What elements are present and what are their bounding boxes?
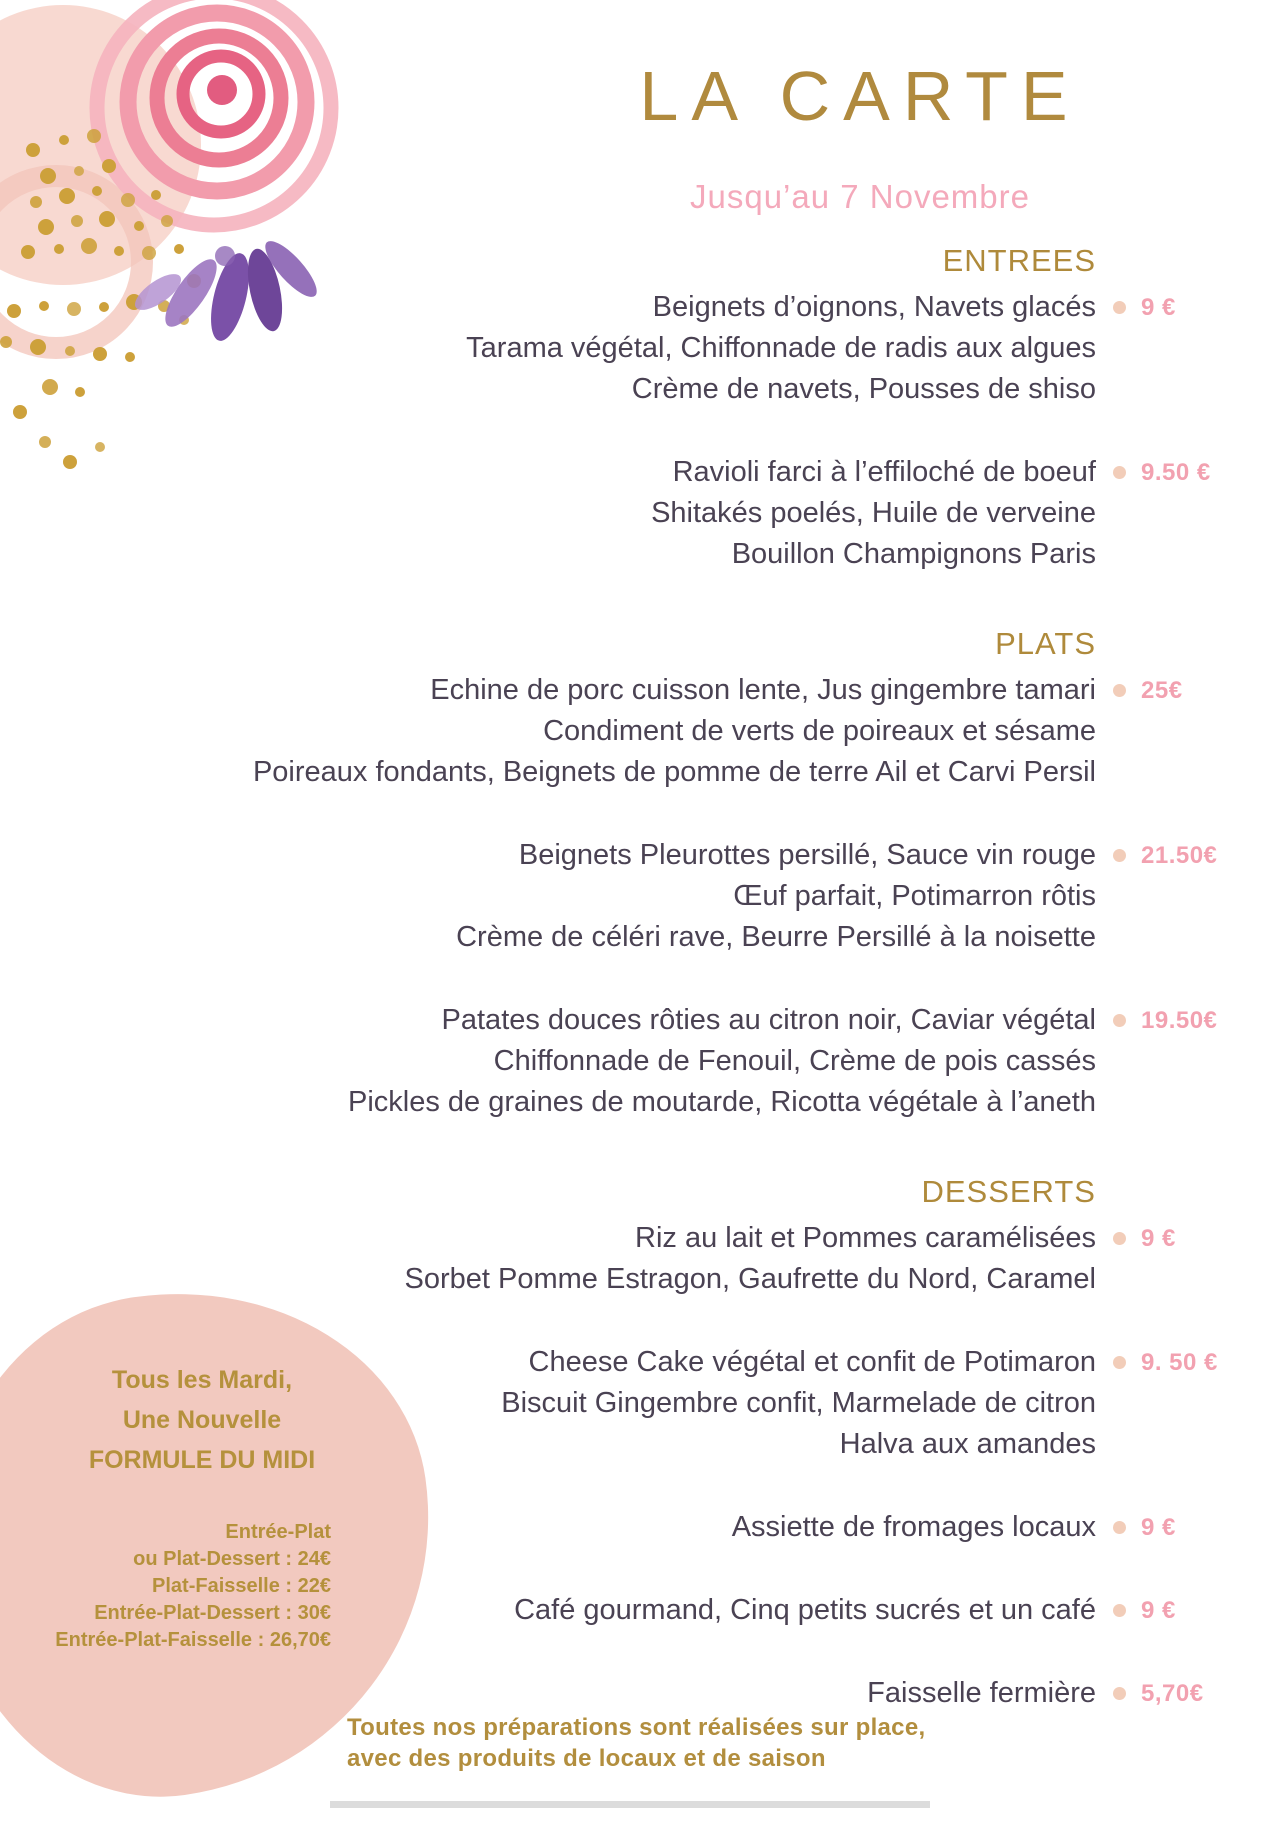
menu-validity-subtitle: Jusqu’au 7 Novembre: [689, 178, 1030, 215]
page-title: LA CARTE: [639, 57, 1081, 135]
item-line: Condiment de verts de poireaux et sésame: [543, 715, 1096, 747]
item-line: Riz au lait et Pommes caramélisées: [635, 1222, 1096, 1254]
item-line: Shitakés poelés, Huile de verveine: [651, 497, 1096, 529]
price-value: 9.50 €: [1141, 459, 1211, 486]
price: [1113, 670, 1183, 711]
price: [1113, 452, 1211, 493]
section-heading-plats: PLATS: [995, 626, 1096, 661]
price: [1113, 1590, 1176, 1631]
formule-option: Plat-Faisselle : 22€: [152, 1575, 331, 1597]
price: [1113, 1218, 1176, 1259]
menu-item: [0, 452, 1280, 575]
item-line: Café gourmand, Cinq petits sucrés et un café: [514, 1594, 1096, 1626]
price-value: 25€: [1141, 677, 1183, 704]
price-dot-icon: [1113, 1356, 1126, 1369]
menu-item: [0, 670, 1280, 793]
price-dot-icon: [1113, 849, 1126, 862]
price-dot-icon: [1113, 1232, 1126, 1245]
item-line: Œuf parfait, Potimarron rôtis: [733, 880, 1096, 912]
price: [1113, 1507, 1176, 1548]
price-dot-icon: [1113, 466, 1126, 479]
item-line: Biscuit Gingembre confit, Marmelade de citron: [501, 1387, 1096, 1419]
item-line: Halva aux amandes: [839, 1428, 1096, 1460]
formule-intro-line: FORMULE DU MIDI: [88, 1446, 316, 1474]
formule-intro-line: Tous les Mardi,: [111, 1366, 293, 1394]
menu-item: [0, 835, 1280, 958]
item-line: Assiette de fromages locaux: [731, 1511, 1096, 1543]
formule-option: Entrée-Plat: [225, 1521, 331, 1543]
price-dot-icon: [1113, 1014, 1126, 1027]
formule-option: Entrée-Plat-Dessert : 30€: [94, 1602, 331, 1624]
formule-intro-line: Une Nouvelle: [122, 1406, 282, 1434]
item-line: Sorbet Pomme Estragon, Gaufrette du Nord, Caramel: [404, 1263, 1096, 1295]
price: [1113, 1673, 1204, 1714]
price: [1113, 1000, 1217, 1041]
formule-option: Entrée-Plat-Faisselle : 26,70€: [55, 1629, 331, 1651]
item-line: Bouillon Champignons Paris: [731, 538, 1096, 570]
watercolor-rose-icon: [97, 0, 331, 225]
formule-option: ou Plat-Dessert : 24€: [133, 1548, 331, 1570]
item-line: Poireaux fondants, Beignets de pomme de terre Ail et Carvi Persil: [252, 756, 1096, 788]
item-line: Pickles de graines de moutarde, Ricotta végétale à l’aneth: [348, 1086, 1096, 1118]
price-value: 5,70€: [1141, 1680, 1204, 1707]
price-value: 9 €: [1141, 1514, 1176, 1541]
menu-item: [0, 1218, 1280, 1300]
item-line: Chiffonnade de Fenouil, Crème de pois cassés: [493, 1045, 1096, 1077]
menu-section-entrees: [0, 240, 1280, 575]
item-line: Crème de céléri rave, Beurre Persillé à la noisette: [456, 921, 1096, 953]
menu-section-plats: [0, 623, 1280, 1123]
section-heading-entrees: ENTREES: [942, 243, 1096, 278]
price: [1113, 1342, 1218, 1383]
price-value: 9 €: [1141, 1225, 1176, 1252]
price-dot-icon: [1113, 1521, 1126, 1534]
item-line: Crème de navets, Pousses de shiso: [631, 373, 1096, 405]
price-value: 9 €: [1141, 294, 1176, 321]
price-dot-icon: [1113, 684, 1126, 697]
price: [1113, 835, 1217, 876]
footer-note-line: avec des produits de locaux et de saison: [347, 1745, 826, 1772]
formule-intro: [58, 1360, 346, 1480]
item-line: Echine de porc cuisson lente, Jus gingembre tamari: [430, 674, 1096, 706]
item-line: Beignets Pleurottes persillé, Sauce vin rouge: [518, 839, 1096, 871]
formule-options: [0, 1519, 331, 1654]
price-dot-icon: [1113, 301, 1126, 314]
menu-item: [0, 1000, 1280, 1123]
price-dot-icon: [1113, 1604, 1126, 1617]
footer-note-line: Toutes nos préparations sont réalisées sur place,: [347, 1714, 926, 1741]
item-line: Faisselle fermière: [867, 1677, 1096, 1709]
page-bottom-edge: [330, 1801, 930, 1808]
price-value: 21.50€: [1141, 842, 1218, 869]
price-dot-icon: [1113, 1687, 1126, 1700]
footer-note: [347, 1712, 925, 1774]
price-value: 9 €: [1141, 1597, 1176, 1624]
price-value: 9. 50 €: [1141, 1349, 1218, 1376]
price: [1113, 287, 1176, 328]
item-line: Beignets d’oignons, Navets glacés: [652, 291, 1096, 323]
item-line: Cheese Cake végétal et confit de Potimaron: [528, 1346, 1096, 1378]
section-heading-desserts: DESSERTS: [921, 1174, 1096, 1209]
price-value: 19.50€: [1141, 1007, 1218, 1034]
item-line: Patates douces rôties au citron noir, Caviar végétal: [441, 1004, 1096, 1036]
item-line: Tarama végétal, Chiffonnade de radis aux algues: [466, 332, 1096, 364]
menu-item: [0, 287, 1280, 410]
item-line: Ravioli farci à l’effiloché de boeuf: [672, 456, 1096, 488]
